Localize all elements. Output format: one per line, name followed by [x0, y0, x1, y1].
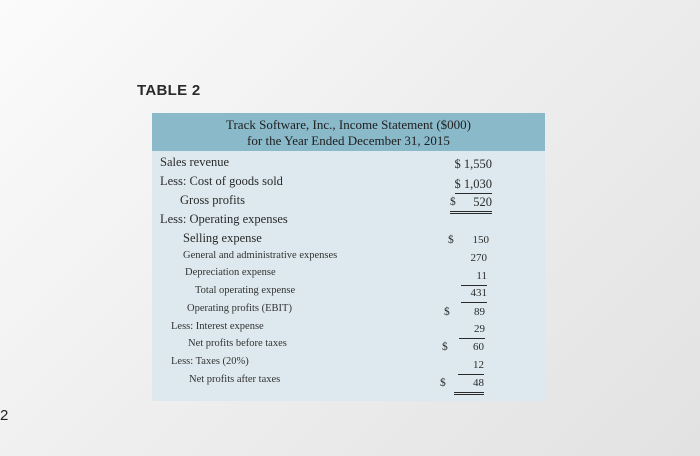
row-label-ebit: Operating profits (EBIT) — [187, 303, 292, 314]
row-label-opex-header: Less: Operating expenses — [160, 212, 288, 226]
dollar-pretax: $ — [442, 341, 448, 353]
row-label-interest: Less: Interest expense — [171, 321, 264, 332]
value-depreciation: 11 — [461, 267, 487, 286]
value-taxes: 12 — [458, 356, 484, 375]
row-label-depreciation: Depreciation expense — [185, 267, 276, 278]
value-g-and-a: 270 — [470, 252, 487, 264]
value-sales-revenue: $ 1,550 — [454, 157, 492, 171]
row-label-gross-profits: Gross profits — [180, 193, 245, 207]
value-total-opex: 431 — [461, 284, 487, 303]
value-ebit: 89 — [474, 306, 485, 318]
dollar-gross-profits: $ — [450, 196, 456, 208]
value-net-profits: 48 — [454, 374, 484, 395]
row-label-total-opex: Total operating expense — [195, 285, 296, 296]
page-number-fragment: 2 — [0, 407, 9, 424]
table-header — [152, 113, 545, 151]
row-label-pretax: Net profits before taxes — [188, 338, 287, 349]
value-pretax: 60 — [473, 341, 484, 353]
dollar-selling: $ — [448, 234, 454, 246]
row-label-selling: Selling expense — [183, 231, 262, 245]
row-label-net-profits: Net profits after taxes — [189, 374, 281, 385]
value-gross-profits: 520 — [450, 193, 492, 214]
row-label-cogs: Less: Cost of goods sold — [160, 174, 283, 188]
table-label: TABLE 2 — [137, 82, 201, 99]
value-cogs: $ 1,030 — [455, 175, 493, 194]
value-selling: 150 — [472, 234, 489, 246]
income-statement-table — [152, 113, 545, 401]
dollar-net-profits: $ — [440, 377, 446, 389]
dollar-ebit: $ — [444, 306, 450, 318]
table-title: Track Software, Inc., Income Statement ($000) — [225, 117, 471, 132]
row-label-taxes: Less: Taxes (20%) — [171, 356, 249, 367]
row-label-sales-revenue: Sales revenue — [160, 155, 230, 169]
row-label-g-and-a: General and administrative expenses — [183, 250, 338, 261]
value-interest: 29 — [459, 320, 485, 339]
table-subtitle: for the Year Ended December 31, 2015 — [247, 133, 450, 148]
